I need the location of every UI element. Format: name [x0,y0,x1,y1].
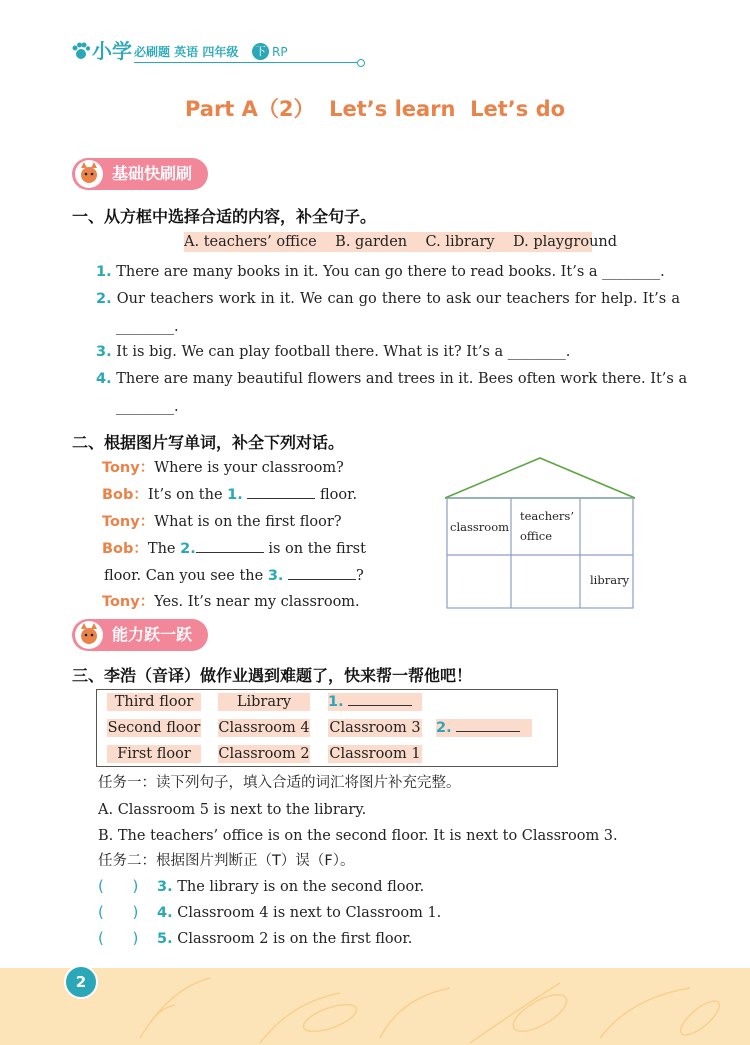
dialogue-line-3: Tony：What is on the first floor? [102,514,342,530]
badge-label: 基础快刷刷 [112,164,193,183]
dialogue-line-5: floor. Can you see the 3. ? [104,568,364,584]
table-cell: Classroom 1 [329,746,421,762]
section2-heading: 二、根据图片写单词，补全下列对话。 [72,433,345,452]
answer-paren-4[interactable]: ( ) [98,903,139,921]
task1-instruction: 任务一：读下列句子，填入合适的词汇将图片补充完整。 [98,775,461,791]
tf-question-3: 3. The library is on the second floor. [157,879,425,895]
answer-paren-5[interactable]: ( ) [98,929,139,947]
fox-icon [75,621,103,649]
header-edition: RP [272,45,288,59]
s1-question-3: 3. It is big. We can play football there. What is it? It’s a ________. [96,344,571,360]
task2-instruction: 任务二：根据图片判断正（T）误（F）。 [98,853,355,869]
dialogue-line-1: Tony：Where is your classroom? [102,460,344,476]
task1-sentence-a: A. Classroom 5 is next to the library. [98,802,367,818]
fox-icon [75,160,103,188]
section3-heading: 三、李浩（音译）做作业遇到难题了，快来帮一帮他吧！ [72,666,473,685]
dialogue-line-2: Bob：It’s on the 1. floor. [102,487,358,503]
s1-question-1: 1. There are many books in it. You can go there to read books. It’s a ________. [96,264,665,280]
badge-label: 能力跃一跃 [112,625,193,644]
footer-band [0,968,750,1045]
section1-heading: 一、从方框中选择合适的内容，补全句子。 [72,207,377,226]
options-box: A. teachers’ office B. garden C. library D. playground [184,234,618,250]
house-cell-library: library [590,573,630,587]
header-semester-badge: 下 [252,43,269,60]
section-badge-basic [72,158,208,190]
table-cell: Second floor [107,720,201,736]
answer-paren-3[interactable]: ( ) [98,877,139,895]
table-cell: First floor [107,745,201,763]
tf-question-5: 5. Classroom 2 is on the first floor. [157,931,413,947]
leaf-pattern [0,968,750,1045]
house-cell-office-line2: office [520,529,553,543]
table-cell: Library [218,693,310,711]
table-cell: Classroom 2 [218,746,310,762]
paw-icon [72,42,90,60]
page-header [72,38,312,64]
table-cell-blank-2: 2. [436,719,532,737]
house-cell-classroom: classroom [450,520,510,534]
section-badge-advanced [72,619,208,651]
tf-question-4: 4. Classroom 4 is next to Classroom 1. [157,905,442,921]
page-title: Part A（2） Let’s learn Let’s do [184,97,566,121]
header-subtitle: 必刷题 英语 四年级 [134,45,239,59]
s1-question-2-cont: ________. [116,319,179,335]
house-cell-office-line1: teachers’ [520,509,574,523]
table-cell: Third floor [107,693,201,711]
header-underline [134,62,358,63]
table-cell: Classroom 4 [218,720,310,736]
header-brand: 小学 [92,39,132,63]
page-number: 2 [64,965,98,999]
s1-question-4: 4. There are many beautiful flowers and trees in it. Bees often work there. It’s a [96,371,688,387]
s1-question-4-cont: ________. [116,399,179,415]
s1-question-2: 2. Our teachers work in it. We can go there to ask our teachers for help. It’s a [96,291,681,307]
dialogue-line-6: Tony：Yes. It’s near my classroom. [102,594,360,610]
header-dot-icon [357,59,365,67]
table-cell: Classroom 3 [329,720,421,736]
table-cell-blank-1: 1. [328,693,422,711]
task1-sentence-b: B. The teachers’ office is on the second floor. It is next to Classroom 3. [98,828,618,844]
dialogue-line-4: Bob：The 2. is on the first [102,541,366,557]
